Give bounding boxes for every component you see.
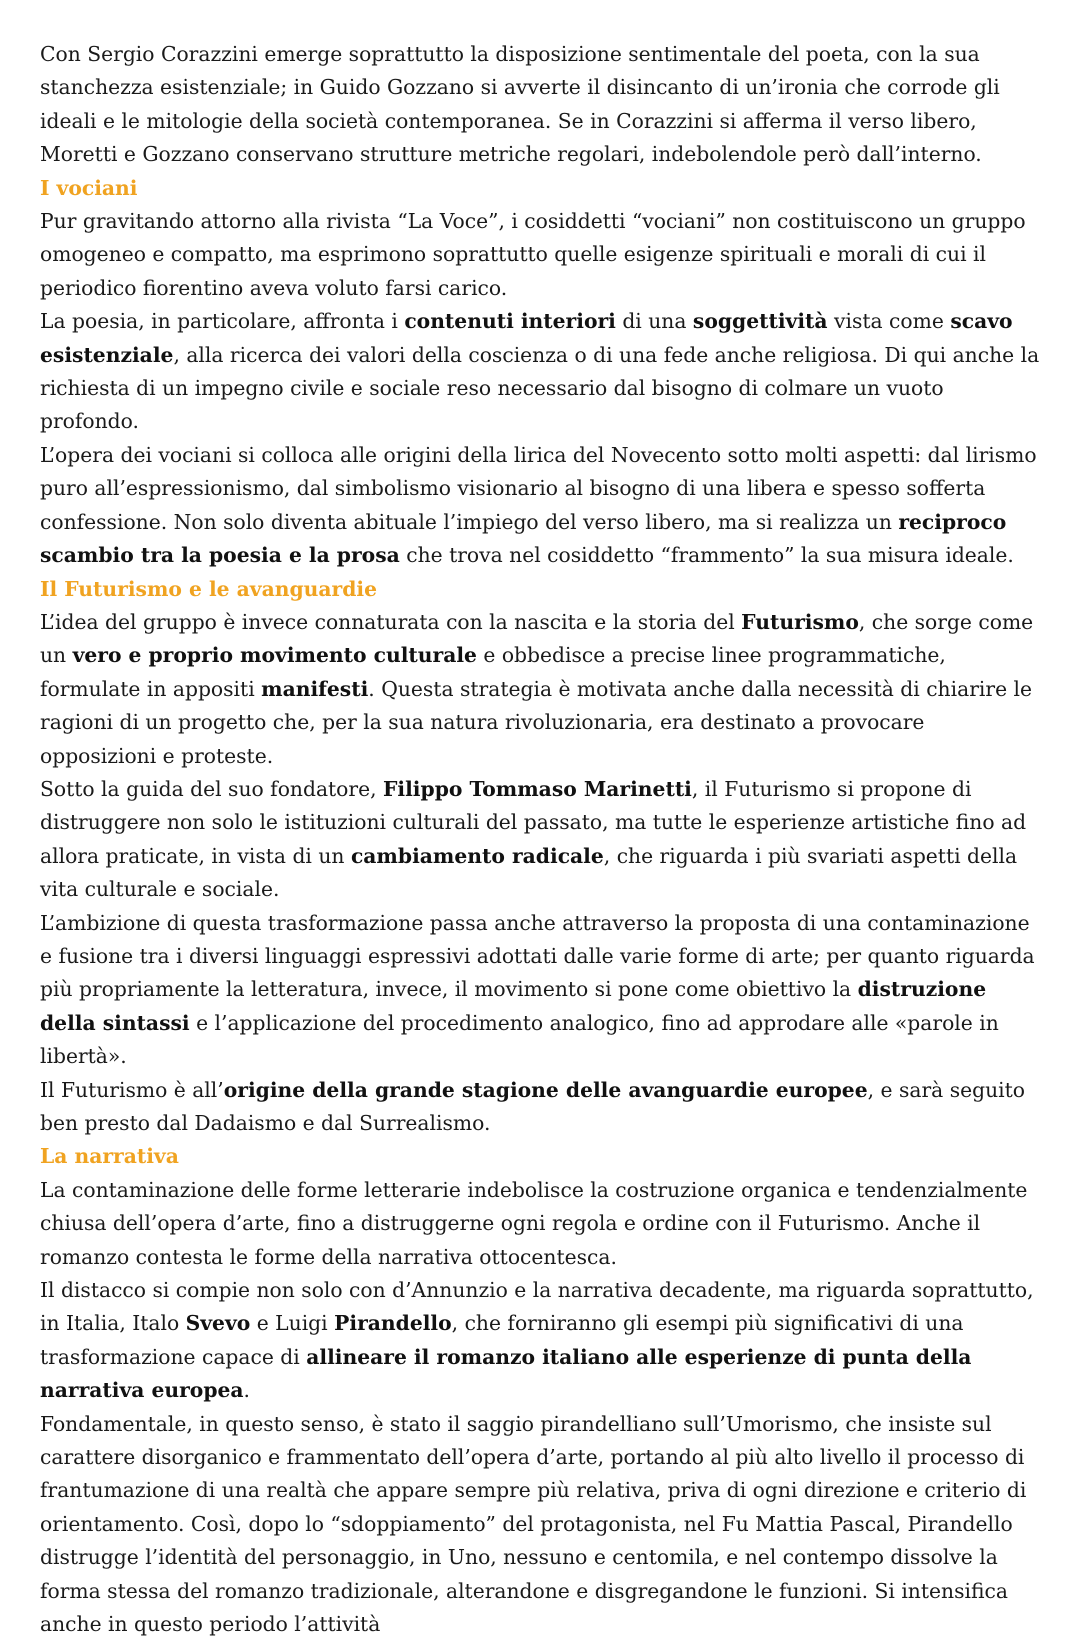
bold-text: Filippo Tommaso Marinetti bbox=[383, 776, 692, 801]
bold-text: Futurismo bbox=[741, 609, 859, 634]
body-text: Sotto la guida del suo fondatore, bbox=[40, 776, 383, 801]
section-heading: La narrativa bbox=[40, 1144, 179, 1169]
body-text: Il distacco si compie non solo con d’Annunzio e la narrativa decadente, ma riguarda soprattutto, in Italia, Italo bbox=[40, 1278, 1034, 1336]
body-text: Pur gravitando attorno alla rivista “La Voce”, i cosiddetti “vociani” non costituiscono un gruppo omogeneo e compatto, ma esprimono soprattutto quelle esigenze spirituali e morali di cui il periodico fiorentino aveva voluto farsi carico. bbox=[40, 209, 1026, 300]
paragraph bbox=[40, 38, 1044, 172]
body-text: L’opera dei vociani si colloca alle origini della lirica del Novecento sotto molti aspetti: dal lirismo puro all’espressionismo, dal simbolismo visionario al bisogno di una libera e spesso sofferta confessione. Non solo diventa abituale l’impiego del verso libero, ma si realizza un bbox=[40, 442, 1037, 534]
body-text: , il Futurismo si propone di distruggere non solo le istituzioni culturali del passato, ma tutte le esperienze artistiche fino ad allora praticate, in vista di un bbox=[40, 776, 1027, 868]
section-0 bbox=[40, 38, 1044, 172]
body-text: di una bbox=[615, 309, 693, 334]
body-text: L’idea del gruppo è invece connaturata con la nascita e la storia del bbox=[40, 609, 742, 634]
body-text: , che forniranno gli esempi più significativi di una trasformazione capace di bbox=[40, 1311, 964, 1369]
bold-text: manifesti bbox=[261, 676, 369, 701]
body-text: . bbox=[243, 1378, 250, 1403]
paragraph bbox=[40, 1074, 1044, 1141]
body-text: La contaminazione delle forme letterarie indebolisce la costruzione organica e tendenzialmente chiusa dell’opera d’arte, fino a distruggerne ogni regola e ordine con il Futurismo. Anche il romanzo contesta le forme della narrativa ottocentesca. bbox=[40, 1177, 1028, 1269]
bold-text: allineare il romanzo italiano alle esperienze di punta della narrativa europea bbox=[40, 1344, 972, 1403]
bold-text: Pirandello bbox=[334, 1311, 452, 1336]
body-text: La poesia, in particolare, affronta i bbox=[40, 309, 405, 334]
bold-text: origine della grande stagione delle avanguardie europee bbox=[223, 1077, 868, 1102]
bold-text: scavo esistenziale bbox=[40, 309, 1013, 367]
paragraph bbox=[40, 439, 1044, 573]
bold-text: contenuti interiori bbox=[404, 309, 616, 334]
body-text: che trova nel cosiddetto “frammento” la sua misura ideale. bbox=[399, 543, 1014, 568]
section-heading: I vociani bbox=[40, 175, 138, 200]
body-text: , alla ricerca dei valori della coscienza o di una fede anche religiosa. Di qui anche la richiesta di un impegno civile e sociale reso necessario dal bisogno di colmare un vuoto profondo. bbox=[40, 342, 1040, 434]
section-heading: Il Futurismo e le avanguardie bbox=[40, 576, 377, 601]
paragraph bbox=[40, 773, 1044, 907]
body-text: , e sarà seguito ben presto dal Dadaismo e dal Surrealismo. bbox=[40, 1077, 1026, 1135]
bold-text: distruzione della sintassi bbox=[40, 977, 987, 1035]
bold-text: vero e proprio movimento culturale bbox=[72, 643, 477, 668]
paragraph bbox=[40, 305, 1044, 439]
section-1 bbox=[40, 172, 1044, 573]
body-text: Il Futurismo è all’ bbox=[40, 1077, 224, 1102]
body-text: Fondamentale, in questo senso, è stato il saggio pirandelliano sull’Umorismo, che insiste sul carattere disorganico e frammentato dell’opera d’arte, portando al più alto livello il processo di frantumazione di una realtà che appare sempre più relativa, priva di ogni direzione e criterio di orientamento. Così, dopo lo “sdoppiamento” del protagonista, nel Fu Mattia Pascal, Pirandello distrugge l’identità del personaggio, in Uno, nessuno e centomila, e nel contempo dissolve la forma stessa del romanzo tradizionale, alterandone e disgregandone le funzioni. Si intensifica anche in questo periodo l’attività bbox=[40, 1411, 1027, 1637]
section-3 bbox=[40, 1140, 1044, 1641]
body-text: , che riguarda i più svariati aspetti della vita culturale e sociale. bbox=[40, 843, 1018, 902]
document-body bbox=[40, 38, 1044, 1642]
body-text: vista come bbox=[827, 309, 951, 334]
bold-text: reciproco scambio tra la poesia e la prosa bbox=[40, 509, 1007, 568]
body-text: . Questa strategia è motivata anche dalla necessità di chiarire le ragioni di un progetto che, per la sua natura rivoluzionaria, era destinato a provocare opposizioni e proteste. bbox=[40, 676, 1033, 768]
bold-text: Svevo bbox=[185, 1311, 251, 1336]
paragraph bbox=[40, 907, 1044, 1074]
bold-text: cambiamento radicale bbox=[350, 843, 604, 868]
body-text: e obbedisce a precise linee programmatiche, formulate in appositi bbox=[40, 643, 946, 701]
body-text: , che sorge come un bbox=[40, 609, 1034, 668]
body-text: Con Sergio Corazzini emerge soprattutto la disposizione sentimentale del poeta, con la sua stanchezza esistenziale; in Guido Gozzano si avverte il disincanto di un’ironia che corrode gli ideali e le mitologie della società contemporanea. Se in Corazzini si afferma il verso libero, Moretti e Gozzano conservano strutture metriche regolari, indebolendole però dall’interno. bbox=[40, 42, 1000, 167]
body-text: L’ambizione di questa trasformazione passa anche attraverso la proposta di una contaminazione e fusione tra i diversi linguaggi espressivi adottati dalle varie forme di arte; per quanto riguarda più propriamente la letteratura, invece, il movimento si pone come obiettivo la bbox=[40, 910, 1035, 1002]
bold-text: soggettività bbox=[692, 309, 828, 334]
body-text: e Luigi bbox=[250, 1311, 335, 1336]
paragraph bbox=[40, 205, 1044, 305]
paragraph bbox=[40, 1274, 1044, 1408]
paragraph bbox=[40, 606, 1044, 773]
body-text: e l’applicazione del procedimento analogico, fino ad approdare alle «parole in libertà». bbox=[40, 1010, 999, 1069]
section-2 bbox=[40, 573, 1044, 1141]
paragraph bbox=[40, 1174, 1044, 1274]
